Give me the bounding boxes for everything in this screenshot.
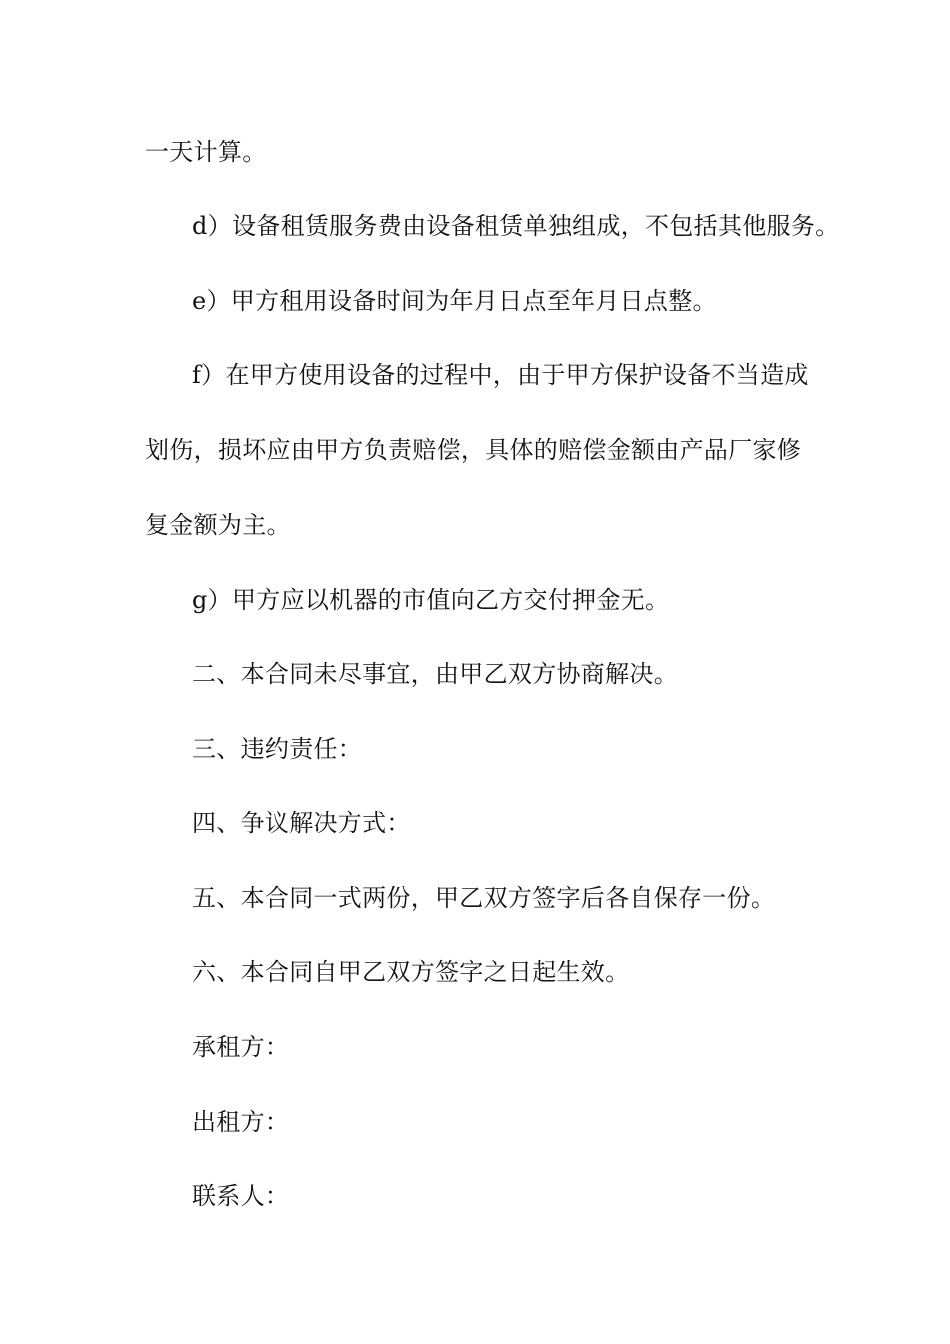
text-line-15: 联系人：	[192, 1182, 290, 1210]
text-line-1: 一天计算。	[145, 138, 267, 166]
text-line-3: e）甲方租用设备时间为年月日点至年月日点整。	[192, 287, 717, 315]
text-line-13: 承租方：	[192, 1033, 290, 1061]
text-line-5: 划伤，损坏应由甲方负责赔偿，具体的赔偿金额由产品厂家修	[145, 436, 802, 464]
text-line-4: f）在甲方使用设备的过程中，由于甲方保护设备不当造成	[192, 361, 809, 389]
text-line-14: 出租方：	[192, 1108, 290, 1136]
text-line-7: g）甲方应以机器的市值向乙方交付押金无。	[192, 586, 670, 614]
text-line-8: 二、本合同未尽事宜，由甲乙双方协商解决。	[192, 660, 678, 688]
text-line-2: d）设备租赁服务费由设备租赁单独组成，不包括其他服务。	[192, 212, 840, 240]
text-line-10: 四、争议解决方式：	[192, 809, 411, 837]
text-line-6: 复金额为主。	[145, 511, 291, 539]
text-line-12: 六、本合同自甲乙双方签字之日起生效。	[192, 958, 630, 986]
text-line-9: 三、违约责任：	[192, 735, 363, 763]
text-line-11: 五、本合同一式两份，甲乙双方签字后各自保存一份。	[192, 884, 776, 912]
